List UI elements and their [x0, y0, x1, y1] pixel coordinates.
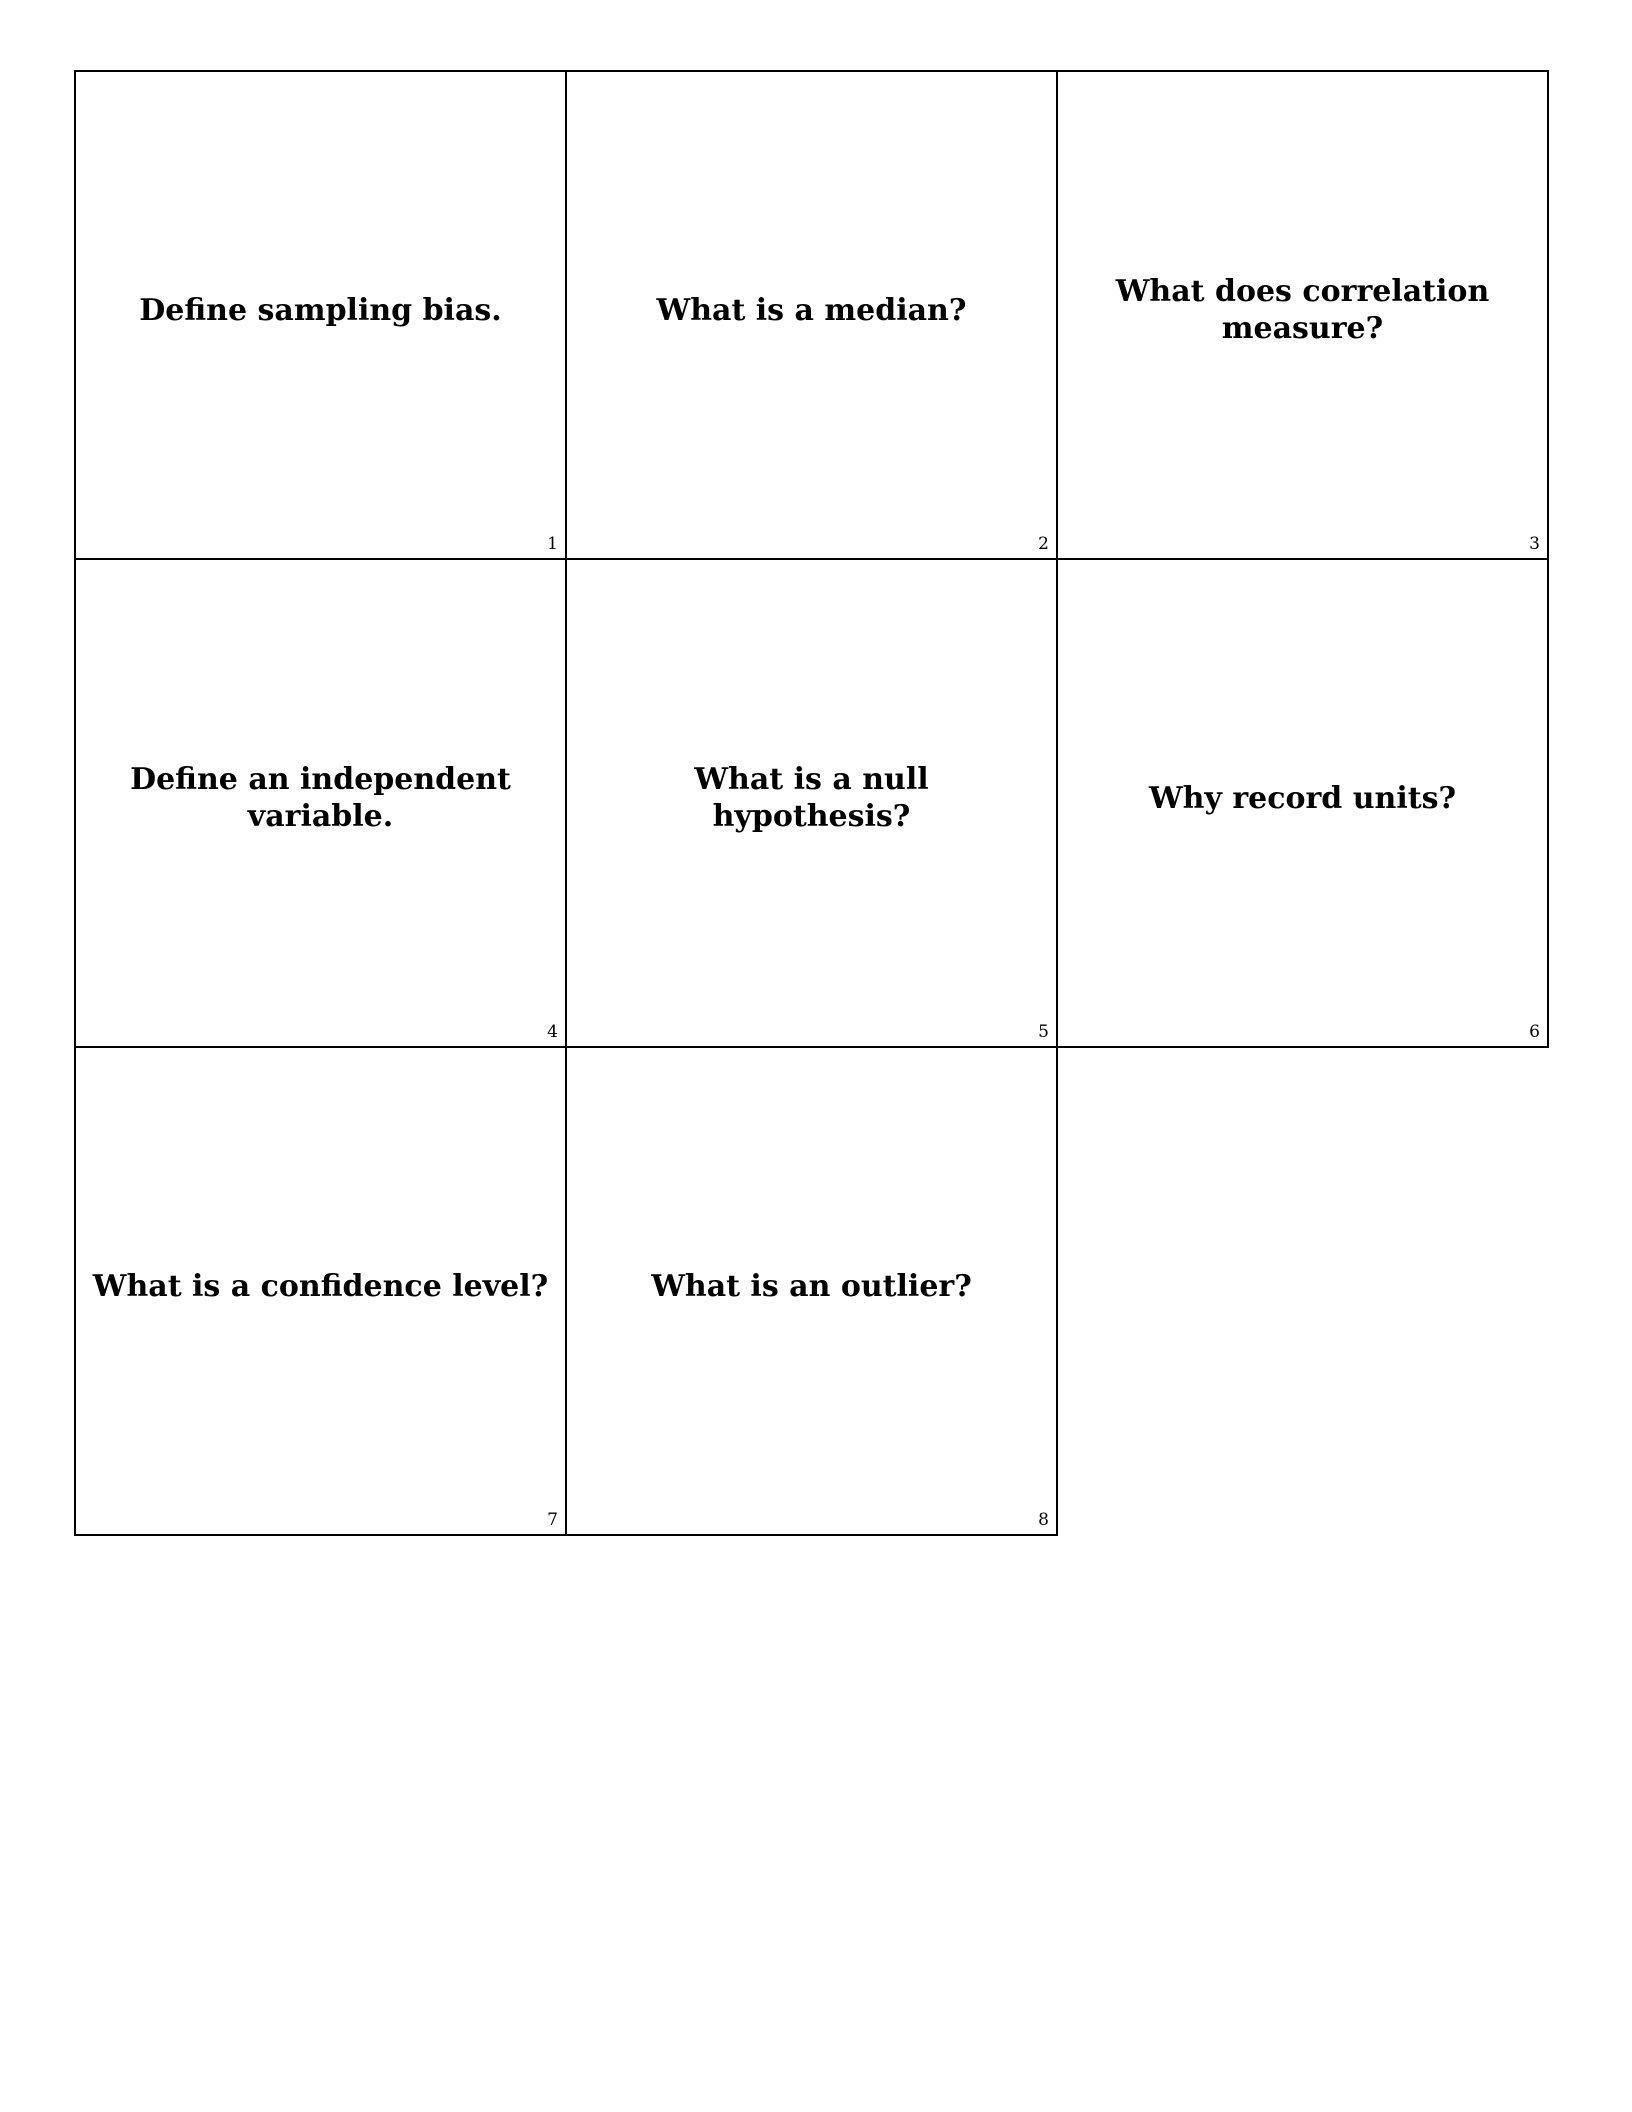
card-number: 4 — [547, 1022, 558, 1042]
card-question: Why record units? — [1148, 780, 1457, 816]
card-number: 8 — [1038, 1510, 1049, 1530]
card-question: What is a null hypothesis? — [694, 762, 929, 834]
card-number: 7 — [547, 1510, 558, 1530]
flashcard — [565, 558, 1058, 1048]
card-number: 6 — [1529, 1022, 1540, 1042]
card-question: What is a confidence level? — [92, 1268, 549, 1304]
flashcard — [74, 1046, 567, 1536]
flashcard — [565, 70, 1058, 560]
card-question: What is an outlier? — [651, 1268, 972, 1304]
flashcard-sheet — [74, 70, 1550, 1534]
flashcard — [74, 70, 567, 560]
flashcard — [74, 558, 567, 1048]
card-number: 1 — [547, 534, 558, 554]
card-number: 3 — [1529, 534, 1540, 554]
card-question: What does correlation measure? — [1115, 274, 1490, 346]
flashcard — [565, 1046, 1058, 1536]
card-number: 2 — [1038, 534, 1049, 554]
card-question: What is a median? — [656, 292, 967, 328]
flashcard — [1056, 558, 1549, 1048]
flashcard — [1056, 70, 1549, 560]
card-question: Define sampling bias. — [139, 292, 502, 328]
card-question: Define an independent variable. — [130, 762, 511, 834]
card-number: 5 — [1038, 1022, 1049, 1042]
